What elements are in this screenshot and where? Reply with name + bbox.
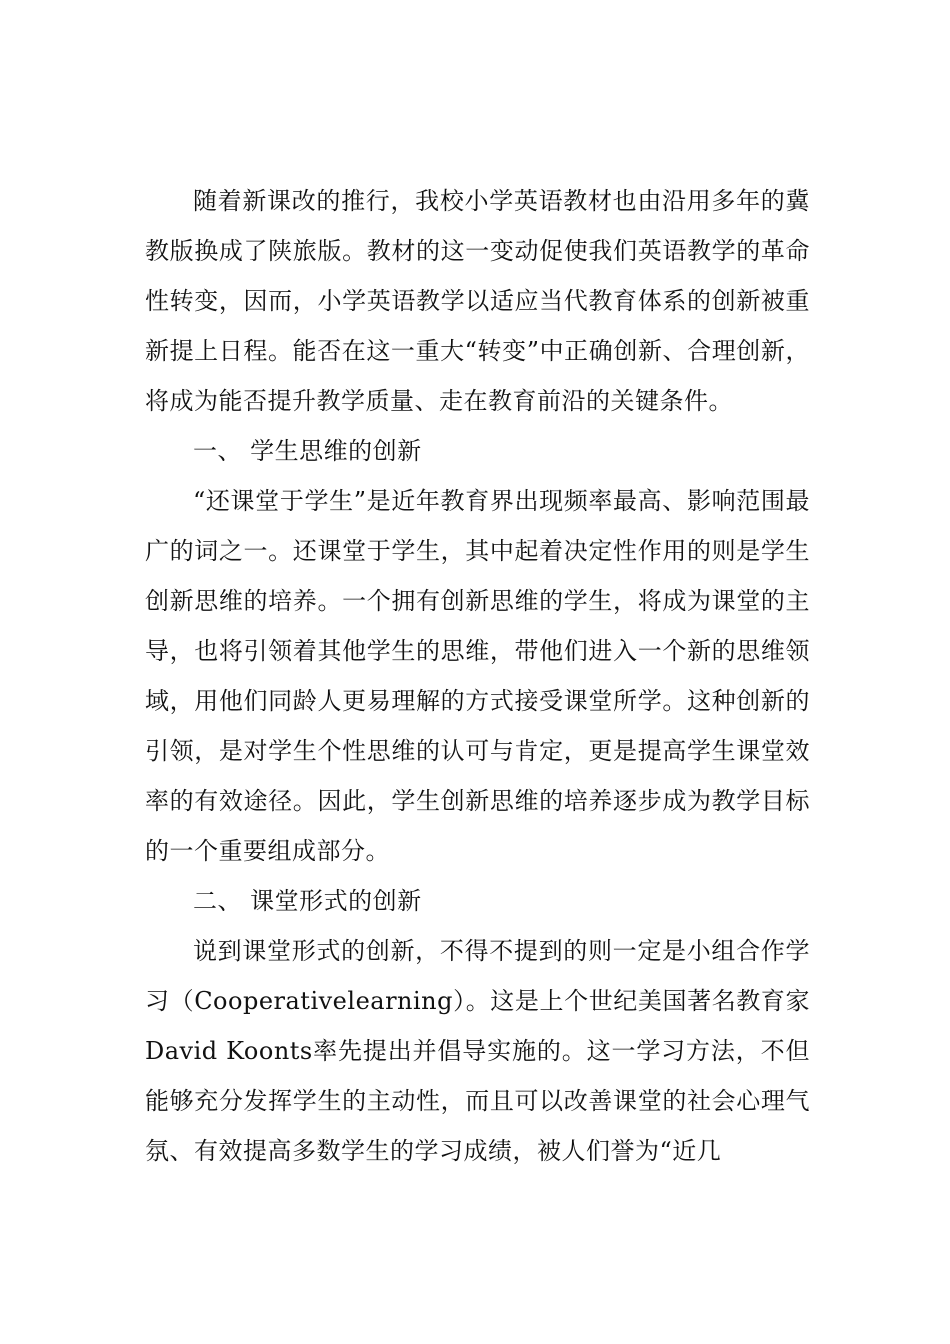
paragraph-classroom-form: 说到课堂形式的创新，不得不提到的则一定是小组合作学习（Cooperativelearning）。这是上个世纪美国著名教育家David Koonts率先提出并倡导实施的。这一学习方法，不但能够充分发挥学生的主动性，而且可以改善课堂的社会心理气氛、有效提高多数学生的学习成绩，被人们誉为“近几: [145, 937, 810, 1165]
paragraph-student-thinking: “还课堂于学生”是近年教育界出现频率最高、影响范围最广的词之一。还课堂于学生，其中起着决定性作用的则是学生创新思维的培养。一个拥有创新思维的学生，将成为课堂的主导，也将引领着其他学生的思维，带他们进入一个新的思维领域，用他们同龄人更易理解的方式接受课堂所学。这种创新的引领，是对学生个性思维的认可与肯定，更是提高学生课堂效率的有效途径。因此，学生创新思维的培养逐步成为教学目标的一个重要组成部分。: [145, 487, 810, 865]
section-heading-1: 一、 学生思维的创新: [193, 437, 422, 465]
document-body: [145, 176, 810, 1176]
section-heading-2: 二、 课堂形式的创新: [193, 887, 422, 915]
paragraph-intro: 随着新课改的推行，我校小学英语教材也由沿用多年的冀教版换成了陕旅版。教材的这一变动促使我们英语教学的革命性转变，因而，小学英语教学以适应当代教育体系的创新被重新提上日程。能否在这一重大“转变”中正确创新、合理创新，将成为能否提升教学质量、走在教育前沿的关键条件。: [145, 187, 810, 415]
